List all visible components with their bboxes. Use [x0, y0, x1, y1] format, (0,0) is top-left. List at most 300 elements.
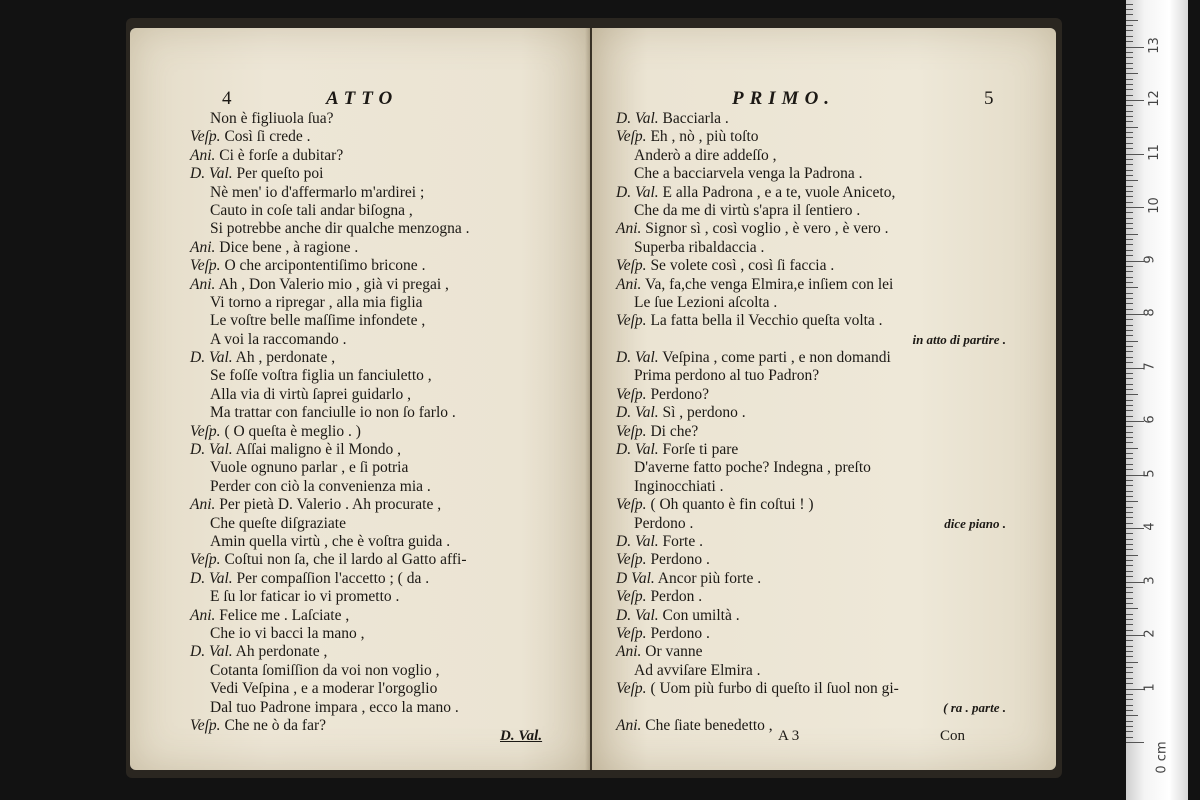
dialogue-text: Vi torno a ripregar , alla mia figlia — [210, 293, 423, 311]
dialogue-text: Aſſai maligno è il Mondo , — [235, 441, 401, 459]
dialogue-text: Dice bene , à ragione . — [219, 238, 359, 256]
ruler-tick — [1126, 212, 1133, 213]
ruler-tick — [1126, 357, 1133, 358]
speaker-name: Veſp. — [616, 624, 647, 642]
dialogue-text: Ah , Don Valerio mio , già vi pregai , — [218, 275, 449, 293]
text-line — [130, 404, 590, 422]
ruler-tick — [1126, 699, 1133, 700]
left-text-block — [130, 110, 590, 735]
dialogue-text: Perdon . — [650, 588, 703, 606]
ruler-tick — [1126, 667, 1133, 668]
dialogue-text: Perdono . — [650, 624, 710, 642]
ruler-tick — [1126, 501, 1138, 502]
text-line — [592, 312, 1056, 330]
text-line — [130, 239, 590, 257]
dialogue-text: Forſe ti pare — [662, 441, 739, 459]
text-line — [592, 202, 1056, 220]
ruler-tick — [1126, 603, 1133, 604]
ruler-tick — [1126, 95, 1133, 96]
ruler-label: 10 — [1146, 197, 1162, 214]
dialogue-text: Amin quella virtù , che è voſtra guida . — [210, 532, 451, 550]
text-line — [592, 643, 1056, 661]
dialogue-text: Che ſiate benedetto , — [645, 716, 773, 734]
text-line — [130, 662, 590, 680]
ruler-tick — [1126, 191, 1133, 192]
ruler-tick — [1126, 186, 1133, 187]
ruler-tick — [1126, 255, 1133, 256]
dialogue-text: Di che? — [650, 422, 699, 440]
dialogue-text: Vuole ognuno parlar , e ſi potria — [210, 459, 409, 477]
ruler-tick — [1126, 20, 1138, 21]
speaker-name: D. Val. — [616, 441, 659, 459]
ruler-tick — [1126, 373, 1133, 374]
speaker-name: Ani. — [190, 146, 216, 164]
dialogue-text: Le ſue Lezioni aſcolta . — [634, 293, 778, 311]
dialogue-text: Con umiltà . — [662, 606, 740, 624]
speaker-name: D. Val. — [616, 349, 659, 367]
ruler-tick — [1126, 14, 1133, 15]
ruler-tick — [1126, 523, 1133, 524]
ruler-tick — [1126, 421, 1144, 422]
text-line — [130, 459, 590, 477]
text-line — [130, 331, 590, 349]
text-line — [130, 607, 590, 625]
dialogue-text: Forte . — [662, 532, 703, 550]
dialogue-text: Cauto in coſe tali andar biſogna , — [210, 201, 413, 219]
ruler-tick — [1126, 737, 1133, 738]
ruler-tick — [1126, 228, 1133, 229]
ruler-tick — [1126, 89, 1133, 90]
ruler-tick — [1126, 9, 1133, 10]
text-line — [130, 294, 590, 312]
dialogue-text: Va, fa,che venga Elmira,e inſiem con lei — [645, 275, 894, 293]
text-line — [130, 128, 590, 146]
dialogue-text: Perdono? — [650, 385, 709, 403]
ruler-tick — [1126, 683, 1133, 684]
ruler-tick — [1126, 121, 1133, 122]
dialogue-text: E ſu lor faticar io vi prometto . — [210, 588, 400, 606]
ruler-tick — [1126, 346, 1133, 347]
running-head: PRIMO. — [732, 88, 836, 109]
dialogue-text: Sì , perdono . — [662, 404, 746, 422]
speaker-name: Veſp. — [616, 588, 647, 606]
dialogue-text: ( Oh quanto è fin coſtui ! ) — [650, 496, 814, 514]
ruler-label: 0 cm — [1154, 741, 1170, 774]
ruler-tick — [1126, 694, 1133, 695]
ruler-tick — [1126, 132, 1133, 133]
text-line — [130, 496, 590, 514]
ruler-tick — [1126, 362, 1133, 363]
ruler-tick — [1126, 560, 1133, 561]
ruler-tick — [1126, 384, 1133, 385]
ruler-label: 9 — [1142, 254, 1158, 264]
speaker-name: Veſp. — [616, 385, 647, 403]
ruler-tick — [1126, 710, 1133, 711]
ruler-tick — [1126, 496, 1133, 497]
text-line — [130, 202, 590, 220]
ruler-label: 7 — [1142, 361, 1158, 371]
ruler-tick — [1126, 715, 1138, 716]
ruler-tick — [1126, 234, 1138, 235]
ruler-label: 2 — [1142, 629, 1158, 638]
ruler-tick — [1126, 555, 1138, 556]
dialogue-text: Così ſi crede . — [224, 128, 311, 146]
text-line — [592, 699, 1056, 717]
ruler-tick — [1126, 170, 1133, 171]
ruler-tick — [1126, 277, 1133, 278]
ruler-tick — [1126, 485, 1133, 486]
dialogue-text: Veſpina , come parti , e non domandi — [662, 349, 891, 367]
dialogue-text: Ci è forſe a dubitar? — [219, 146, 344, 164]
ruler-tick — [1126, 180, 1138, 181]
text-line — [130, 184, 590, 202]
speaker-name: Ani. — [190, 238, 216, 256]
dialogue-text: ( O queſta è meglio . ) — [224, 422, 361, 440]
dialogue-text: Anderò a dire addeſſo , — [634, 146, 777, 164]
ruler-tick — [1126, 266, 1133, 267]
ruler-tick — [1126, 73, 1138, 74]
text-line — [592, 496, 1056, 514]
text-line — [592, 717, 1056, 735]
speaker-name: D. Val. — [616, 110, 659, 127]
text-line — [130, 312, 590, 330]
speaker-name: D. Val. — [190, 441, 233, 459]
ruler-tick — [1126, 448, 1138, 449]
ruler-tick — [1126, 608, 1138, 609]
dialogue-text: Non è figliuola ſua? — [210, 110, 334, 127]
ruler-label: 13 — [1146, 36, 1162, 54]
page-number: 4 — [222, 88, 232, 109]
speaker-name: Veſp. — [190, 716, 221, 734]
text-line — [130, 625, 590, 643]
ruler-tick — [1126, 432, 1133, 433]
text-line — [592, 570, 1056, 588]
text-line — [130, 551, 590, 569]
ruler-tick — [1126, 705, 1133, 706]
page-number: 5 — [984, 88, 994, 109]
speaker-name: Ani. — [190, 275, 216, 293]
ruler-tick — [1126, 405, 1133, 406]
dialogue-text: Se volete così , così ſi faccia . — [650, 257, 835, 275]
ruler-tick — [1126, 491, 1133, 492]
ruler-tick — [1126, 378, 1133, 379]
stage-direction: in atto di partire . — [912, 331, 1006, 347]
dialogue-text: Dal tuo Padrone impara , ecco la mano . — [210, 698, 459, 716]
ruler-tick — [1126, 116, 1133, 117]
dialogue-text: ( Uom più furbo di queſto il ſuol non gi- — [650, 680, 899, 698]
dialogue-text: Felice me . Laſciate , — [219, 606, 350, 624]
ruler-tick — [1126, 592, 1133, 593]
speaker-name: D. Val. — [616, 532, 659, 550]
ruler-tick — [1126, 298, 1133, 299]
dialogue-text: Prima perdono al tuo Padron? — [634, 367, 820, 385]
ruler-tick — [1126, 517, 1133, 518]
dialogue-text: La fatta bella il Vecchio queſta volta . — [650, 312, 883, 330]
dialogue-text: Che ne ò da far? — [224, 716, 326, 734]
ruler-tick — [1126, 84, 1133, 85]
ruler-tick — [1126, 662, 1138, 663]
ruler-label: 5 — [1142, 468, 1158, 478]
ruler-tick — [1126, 416, 1133, 417]
text-line — [592, 220, 1056, 238]
ruler-tick — [1126, 598, 1133, 599]
text-line — [130, 699, 590, 717]
left-page — [130, 28, 590, 770]
ruler-tick — [1126, 25, 1133, 26]
text-line — [592, 165, 1056, 183]
ruler-tick — [1126, 303, 1133, 304]
ruler-tick — [1126, 319, 1133, 320]
right-header — [592, 88, 1056, 112]
ruler-tick — [1126, 651, 1133, 652]
speaker-name: D. Val. — [190, 165, 233, 183]
speaker-name: Veſp. — [616, 422, 647, 440]
text-line — [592, 680, 1056, 698]
text-line — [592, 662, 1056, 680]
ruler-tick — [1126, 442, 1133, 443]
dialogue-text: Alla via di virtù ſaprei guidarlo , — [210, 385, 412, 403]
text-line — [130, 110, 590, 128]
dialogue-text: E alla Padrona , e a te, vuole Aniceto, — [662, 183, 896, 201]
speaker-name: D. Val. — [190, 569, 233, 587]
ruler-tick — [1126, 582, 1144, 583]
text-line — [592, 625, 1056, 643]
ruler-label: 6 — [1142, 415, 1158, 424]
ruler-label: 3 — [1142, 575, 1158, 585]
dialogue-text: O che arcipontentiſimo bricone . — [224, 257, 426, 275]
dialogue-text: Se foſſe voſtra figlia un fanciuletto , — [210, 367, 432, 385]
dialogue-text: Cotanta ſomiſſion da voi non voglio , — [210, 661, 440, 679]
left-header — [130, 88, 590, 112]
ruler-tick — [1126, 475, 1144, 476]
text-line — [130, 515, 590, 533]
ruler-tick — [1126, 656, 1133, 657]
speaker-name: Ani. — [190, 606, 216, 624]
dialogue-text: Le voſtre belle maſſime infondete , — [210, 312, 426, 330]
text-line — [592, 294, 1056, 312]
dialogue-text: Superba ribaldaccia . — [634, 238, 765, 256]
ruler-tick — [1126, 721, 1133, 722]
catchword: D. Val. — [500, 728, 543, 744]
ruler-tick — [1126, 576, 1133, 577]
dialogue-text: Ad avviſare Elmira . — [634, 661, 761, 679]
speaker-name: Veſp. — [190, 257, 221, 275]
ruler-tick — [1126, 464, 1133, 465]
ruler-tick — [1126, 196, 1133, 197]
speaker-name: Ani. — [616, 643, 642, 661]
text-line — [130, 257, 590, 275]
dialogue-text: Che queſte diſgraziate — [210, 514, 346, 532]
ruler-label: 8 — [1142, 308, 1158, 317]
dialogue-text: Perder con ciò la convenienza mia . — [210, 477, 431, 495]
text-line — [592, 404, 1056, 422]
ruler-tick — [1126, 437, 1133, 438]
right-page — [592, 28, 1056, 770]
ruler-tick — [1126, 325, 1133, 326]
text-line — [130, 441, 590, 459]
ruler-tick — [1126, 635, 1144, 636]
speaker-name: Veſp. — [616, 496, 647, 514]
dialogue-text: Inginocchiati . — [634, 477, 724, 495]
text-line — [130, 570, 590, 588]
ruler-tick — [1126, 30, 1133, 31]
ruler-tick — [1126, 453, 1133, 454]
ruler-tick — [1126, 244, 1133, 245]
text-line — [130, 533, 590, 551]
dialogue-text: Che da me di virtù s'apra il ſentiero . — [634, 201, 861, 219]
ruler-tick — [1126, 175, 1133, 176]
text-line — [592, 147, 1056, 165]
text-line — [592, 441, 1056, 459]
text-line — [592, 533, 1056, 551]
ruler-tick — [1126, 507, 1133, 508]
ruler-tick — [1126, 368, 1144, 369]
ruler-label: 11 — [1146, 143, 1162, 161]
ruler-tick — [1126, 143, 1133, 144]
dialogue-text: Bacciarla . — [662, 110, 729, 127]
open-book — [126, 18, 1062, 778]
ruler-tick — [1126, 672, 1133, 673]
dialogue-text: Che io vi bacci la mano , — [210, 624, 365, 642]
ruler-tick — [1126, 742, 1144, 743]
speaker-name: D. Val. — [616, 183, 659, 201]
speaker-name: Veſp. — [616, 128, 647, 146]
ruler-tick — [1126, 480, 1133, 481]
text-line — [592, 459, 1056, 477]
text-line — [130, 367, 590, 385]
ruler-tick — [1126, 619, 1133, 620]
ruler-tick — [1126, 105, 1133, 106]
ruler-tick — [1126, 678, 1133, 679]
dialogue-text: Si potrebbe anche dir qualche menzogna . — [210, 220, 470, 238]
signature-mark: A 3 — [778, 728, 800, 744]
ruler-tick — [1126, 410, 1133, 411]
text-line — [592, 128, 1056, 146]
dialogue-text: Or vanne — [645, 643, 703, 661]
ruler-tick — [1126, 52, 1133, 53]
right-text-block — [592, 110, 1056, 735]
dialogue-text: Signor sì , così voglio , è vero , è vero . — [645, 220, 889, 238]
ruler-tick — [1126, 335, 1133, 336]
ruler-tick — [1126, 565, 1133, 566]
dialogue-text: Coſtui non ſa, che il lardo al Gatto affi- — [224, 551, 467, 569]
ruler-tick — [1126, 137, 1133, 138]
ruler-tick — [1126, 351, 1133, 352]
speaker-name: Veſp. — [190, 551, 221, 569]
speaker-name: Veſp. — [616, 680, 647, 698]
ruler-tick — [1126, 271, 1133, 272]
ruler-tick — [1126, 100, 1144, 101]
ruler-tick — [1126, 250, 1133, 251]
ruler-tick — [1126, 4, 1133, 5]
ruler-tick — [1126, 630, 1133, 631]
ruler-tick — [1126, 47, 1144, 48]
ruler-tick — [1126, 287, 1138, 288]
ruler-tick — [1126, 539, 1133, 540]
ruler-tick — [1126, 400, 1133, 401]
ruler-tick — [1126, 389, 1133, 390]
text-line — [592, 239, 1056, 257]
text-line — [592, 257, 1056, 275]
text-line — [592, 551, 1056, 569]
dialogue-text: Perdono . — [650, 551, 710, 569]
text-line — [130, 276, 590, 294]
speaker-name: Ani. — [616, 220, 642, 238]
text-line — [592, 349, 1056, 367]
text-line — [130, 423, 590, 441]
ruler-tick — [1126, 544, 1133, 545]
text-line — [592, 607, 1056, 625]
speaker-name: Ani. — [616, 275, 642, 293]
text-line — [592, 515, 1056, 533]
dialogue-text: Perdono . — [634, 514, 694, 532]
dialogue-text: Nè men' io d'affermarlo m'ardirei ; — [210, 183, 425, 201]
text-line — [592, 478, 1056, 496]
text-line — [592, 331, 1056, 349]
speaker-name: Veſp. — [190, 128, 221, 146]
ruler-tick — [1126, 314, 1144, 315]
ruler-label: 12 — [1146, 90, 1162, 107]
text-line — [130, 588, 590, 606]
ruler-tick — [1126, 148, 1133, 149]
speaker-name: Ani. — [616, 716, 642, 734]
ruler-tick — [1126, 79, 1133, 80]
speaker-name: Veſp. — [190, 422, 221, 440]
ruler-tick — [1126, 458, 1133, 459]
stage-direction: ( ra . parte . — [943, 699, 1006, 715]
speaker-name: Ani. — [190, 496, 216, 514]
ruler-tick — [1126, 223, 1133, 224]
running-head: ATTO — [326, 88, 399, 109]
ruler-tick — [1126, 587, 1133, 588]
text-line — [130, 478, 590, 496]
ruler-tick — [1126, 341, 1138, 342]
ruler-tick — [1126, 218, 1133, 219]
text-line — [592, 423, 1056, 441]
text-line — [592, 386, 1056, 404]
ruler-tick — [1126, 239, 1133, 240]
ruler-tick — [1126, 154, 1144, 155]
dialogue-text: Vedi Veſpina , e a moderar l'orgoglio — [210, 680, 438, 698]
ruler-tick — [1126, 726, 1133, 727]
dialogue-text: Ancor più forte . — [657, 569, 762, 587]
speaker-name: Veſp. — [616, 551, 647, 569]
ruler-tick — [1126, 207, 1144, 208]
ruler-tick — [1126, 57, 1133, 58]
ruler-tick — [1126, 202, 1133, 203]
ruler-label: 1 — [1142, 682, 1158, 692]
dialogue-text: A voi la raccomando . — [210, 330, 347, 348]
ruler-tick — [1126, 111, 1133, 112]
speaker-name: D Val. — [616, 569, 655, 587]
ruler-tick — [1126, 282, 1133, 283]
dialogue-text: Per pietà D. Valerio . Ah procurate , — [219, 496, 442, 514]
text-line — [130, 220, 590, 238]
ruler-tick — [1126, 689, 1144, 690]
ruler-tick — [1126, 159, 1133, 160]
text-line — [592, 367, 1056, 385]
dialogue-text: Eh , nò , più toſto — [650, 128, 759, 146]
ruler-tick — [1126, 646, 1133, 647]
dialogue-text: Per queſto poi — [236, 165, 324, 183]
text-line — [592, 276, 1056, 294]
ruler-tick — [1126, 330, 1133, 331]
ruler-tick — [1126, 469, 1133, 470]
ruler-tick — [1126, 731, 1133, 732]
ruler-tick — [1126, 614, 1133, 615]
text-line — [130, 349, 590, 367]
ruler-tick — [1126, 68, 1133, 69]
